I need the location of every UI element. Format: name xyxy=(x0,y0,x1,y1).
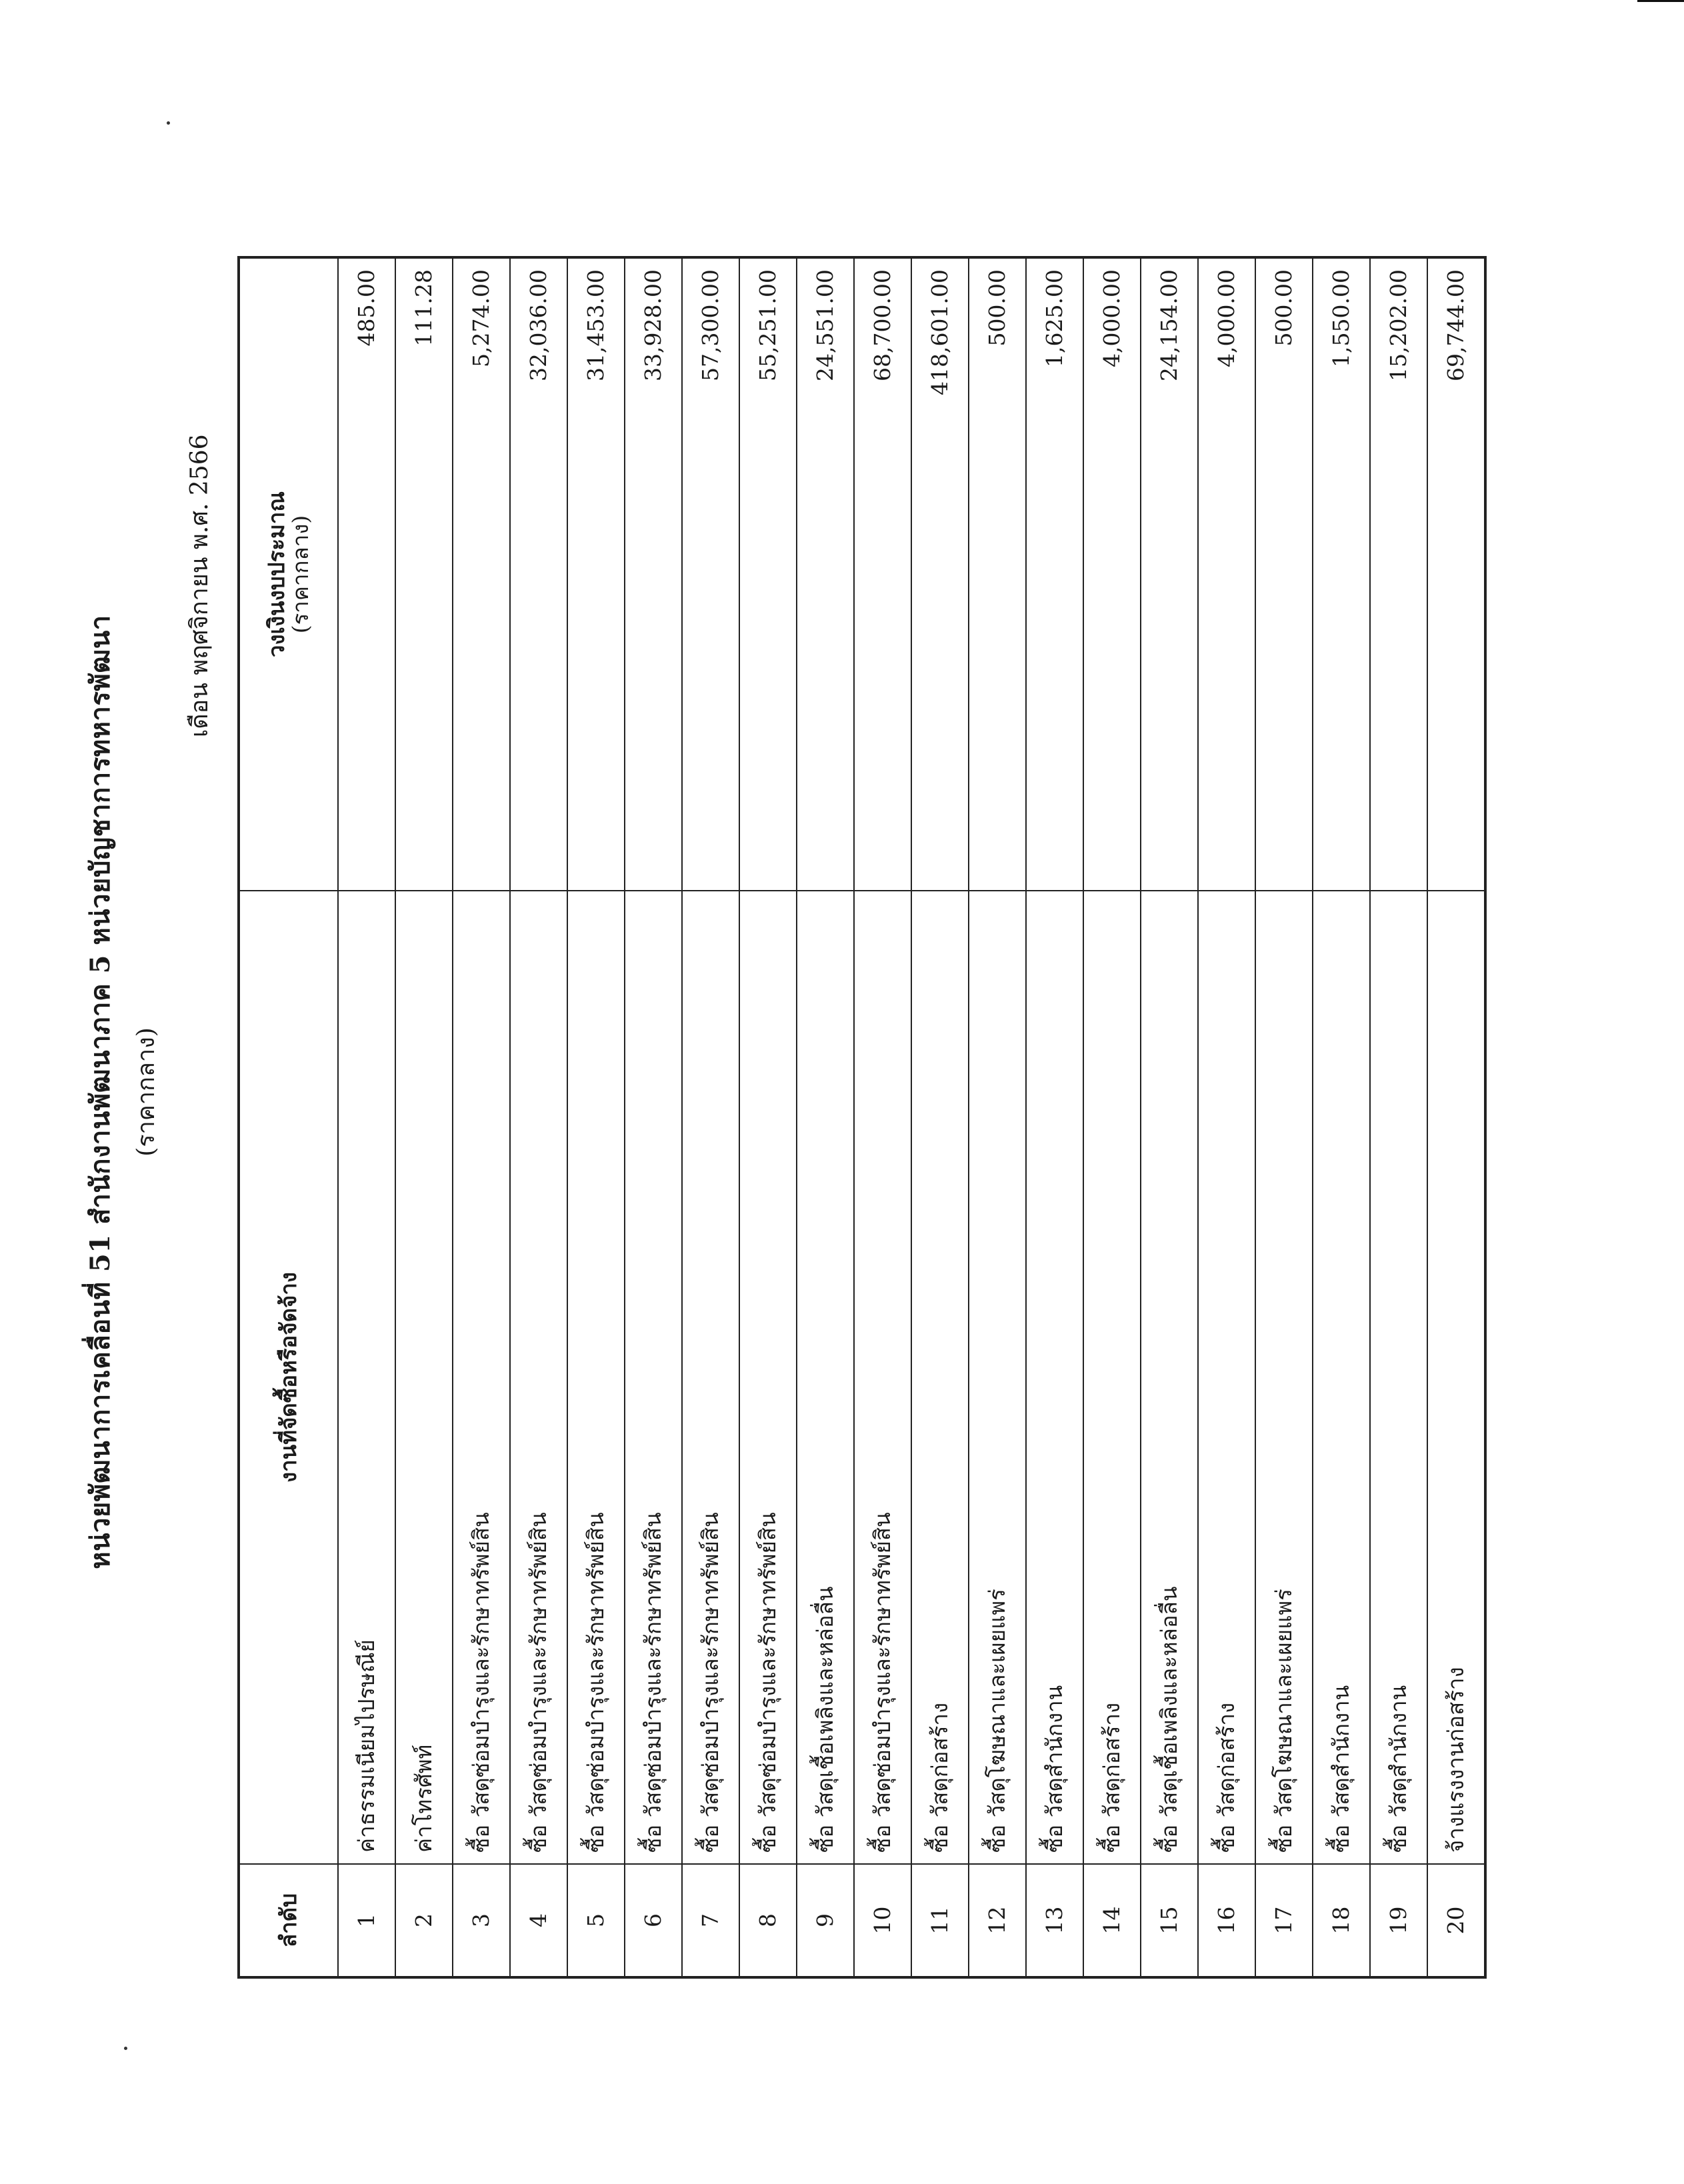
row-amount-cell: 4,000.00 xyxy=(1083,257,1141,891)
row-description-cell: ซื้อ วัสดุซ่อมบำรุงและรักษาทรัพย์สิน xyxy=(682,891,739,1864)
table-row xyxy=(797,257,854,1977)
header-no: ลำดับ xyxy=(239,1864,338,1977)
row-description-cell: ซื้อ วัสดุสำนักงาน xyxy=(1026,891,1083,1864)
row-amount-cell: 24,154.00 xyxy=(1141,257,1198,891)
document-month: เดือน พฤศจิกายน พ.ศ. 2566 xyxy=(186,434,213,737)
row-number-cell: 17 xyxy=(1255,1864,1313,1977)
table-row xyxy=(625,257,682,1977)
header-desc: งานที่จัดซื้อหรือจัดจ้าง xyxy=(239,891,338,1864)
table-row xyxy=(1370,257,1427,1977)
row-number-cell: 19 xyxy=(1370,1864,1427,1977)
row-description-cell: ซื้อ วัสดุก่อสร้าง xyxy=(1083,891,1141,1864)
table-row xyxy=(1313,257,1370,1977)
row-description-cell: ซื้อ วัสดุเชื้อเพลิงและหล่อลื่น xyxy=(797,891,854,1864)
table-row xyxy=(911,257,969,1977)
header-amount-line2: (ราคากลาง) xyxy=(287,515,313,634)
table-row xyxy=(854,257,911,1977)
table-row xyxy=(395,257,453,1977)
row-amount-cell: 68,700.00 xyxy=(854,257,911,891)
table-header-row xyxy=(239,257,338,1977)
table-row xyxy=(1083,257,1141,1977)
table-row xyxy=(739,257,797,1977)
row-number-cell: 8 xyxy=(739,1864,797,1977)
row-number-cell: 10 xyxy=(854,1864,911,1977)
row-amount-cell: 4,000.00 xyxy=(1198,257,1255,891)
row-amount-cell: 55,251.00 xyxy=(739,257,797,891)
table-row xyxy=(682,257,739,1977)
row-number-cell: 13 xyxy=(1026,1864,1083,1977)
row-number-cell: 7 xyxy=(682,1864,739,1977)
row-description-cell: ซื้อ วัสดุสำนักงาน xyxy=(1313,891,1370,1864)
table-row xyxy=(510,257,567,1977)
row-description-cell: ซื้อ วัสดุซ่อมบำรุงและรักษาทรัพย์สิน xyxy=(854,891,911,1864)
budget-table xyxy=(237,256,1487,1979)
document-title: หน่วยพัฒนาการเคลื่อนที่ 51 สำนักงานพัฒนาภาค 5 หน่วยบัญชาการทหารพัฒนา xyxy=(85,615,116,1569)
row-amount-cell: 15,202.00 xyxy=(1370,257,1427,891)
row-amount-cell: 500.00 xyxy=(1255,257,1313,891)
row-amount-cell: 57,300.00 xyxy=(682,257,739,891)
row-number-cell: 15 xyxy=(1141,1864,1198,1977)
row-description-cell: ซื้อ วัสดุสำนักงาน xyxy=(1370,891,1427,1864)
row-amount-cell: 418,601.00 xyxy=(911,257,969,891)
row-amount-cell: 1,550.00 xyxy=(1313,257,1370,891)
row-description-cell: ซื้อ วัสดุเชื้อเพลิงและหล่อลื่น xyxy=(1141,891,1198,1864)
row-number-cell: 4 xyxy=(510,1864,567,1977)
row-description-cell: ซื้อ วัสดุโฆษณาและเผยแพร่ xyxy=(1255,891,1313,1864)
row-description-cell: ซื้อ วัสดุซ่อมบำรุงและรักษาทรัพย์สิน xyxy=(739,891,797,1864)
row-amount-cell: 33,928.00 xyxy=(625,257,682,891)
table-row xyxy=(1255,257,1313,1977)
row-number-cell: 3 xyxy=(453,1864,510,1977)
row-number-cell: 11 xyxy=(911,1864,969,1977)
table-row xyxy=(969,257,1026,1977)
row-amount-cell: 485.00 xyxy=(338,257,395,891)
row-number-cell: 20 xyxy=(1427,1864,1485,1977)
row-amount-cell: 111.28 xyxy=(395,257,453,891)
row-description-cell: ซื้อ วัสดุก่อสร้าง xyxy=(1198,891,1255,1864)
row-amount-cell: 69,744.00 xyxy=(1427,257,1485,891)
row-amount-cell: 1,625.00 xyxy=(1026,257,1083,891)
row-amount-cell: 31,453.00 xyxy=(567,257,625,891)
row-amount-cell: 32,036.00 xyxy=(510,257,567,891)
row-number-cell: 5 xyxy=(567,1864,625,1977)
table-row xyxy=(1141,257,1198,1977)
row-number-cell: 1 xyxy=(338,1864,395,1977)
row-description-cell: ซื้อ วัสดุซ่อมบำรุงและรักษาทรัพย์สิน xyxy=(567,891,625,1864)
table-body xyxy=(338,257,1485,1977)
row-number-cell: 9 xyxy=(797,1864,854,1977)
row-description-cell: ค่าธรรมเนียมไปรษณีย์ xyxy=(338,891,395,1864)
document-subtitle: (ราคากลาง) xyxy=(133,1027,160,1157)
header-amount-line1: วงเงินงบประมาณ xyxy=(263,491,289,657)
table-row xyxy=(338,257,395,1977)
row-description-cell: ซื้อ วัสดุก่อสร้าง xyxy=(911,891,969,1864)
row-amount-cell: 24,551.00 xyxy=(797,257,854,891)
table-row xyxy=(453,257,510,1977)
row-description-cell: ซื้อ วัสดุโฆษณาและเผยแพร่ xyxy=(969,891,1026,1864)
row-number-cell: 14 xyxy=(1083,1864,1141,1977)
row-description-cell: จ้างแรงงานก่อสร้าง xyxy=(1427,891,1485,1864)
row-description-cell: ซื้อ วัสดุซ่อมบำรุงและรักษาทรัพย์สิน xyxy=(625,891,682,1864)
header-amount xyxy=(239,257,338,891)
row-description-cell: ซื้อ วัสดุซ่อมบำรุงและรักษาทรัพย์สิน xyxy=(453,891,510,1864)
row-amount-cell: 500.00 xyxy=(969,257,1026,891)
table-row xyxy=(567,257,625,1977)
table-row xyxy=(1026,257,1083,1977)
row-number-cell: 16 xyxy=(1198,1864,1255,1977)
row-description-cell: ค่าโทรศัพท์ xyxy=(395,891,453,1864)
row-number-cell: 2 xyxy=(395,1864,453,1977)
row-number-cell: 6 xyxy=(625,1864,682,1977)
row-amount-cell: 5,274.00 xyxy=(453,257,510,891)
table-row xyxy=(1198,257,1255,1977)
row-number-cell: 12 xyxy=(969,1864,1026,1977)
row-number-cell: 18 xyxy=(1313,1864,1370,1977)
row-description-cell: ซื้อ วัสดุซ่อมบำรุงและรักษาทรัพย์สิน xyxy=(510,891,567,1864)
table-row xyxy=(1427,257,1485,1977)
